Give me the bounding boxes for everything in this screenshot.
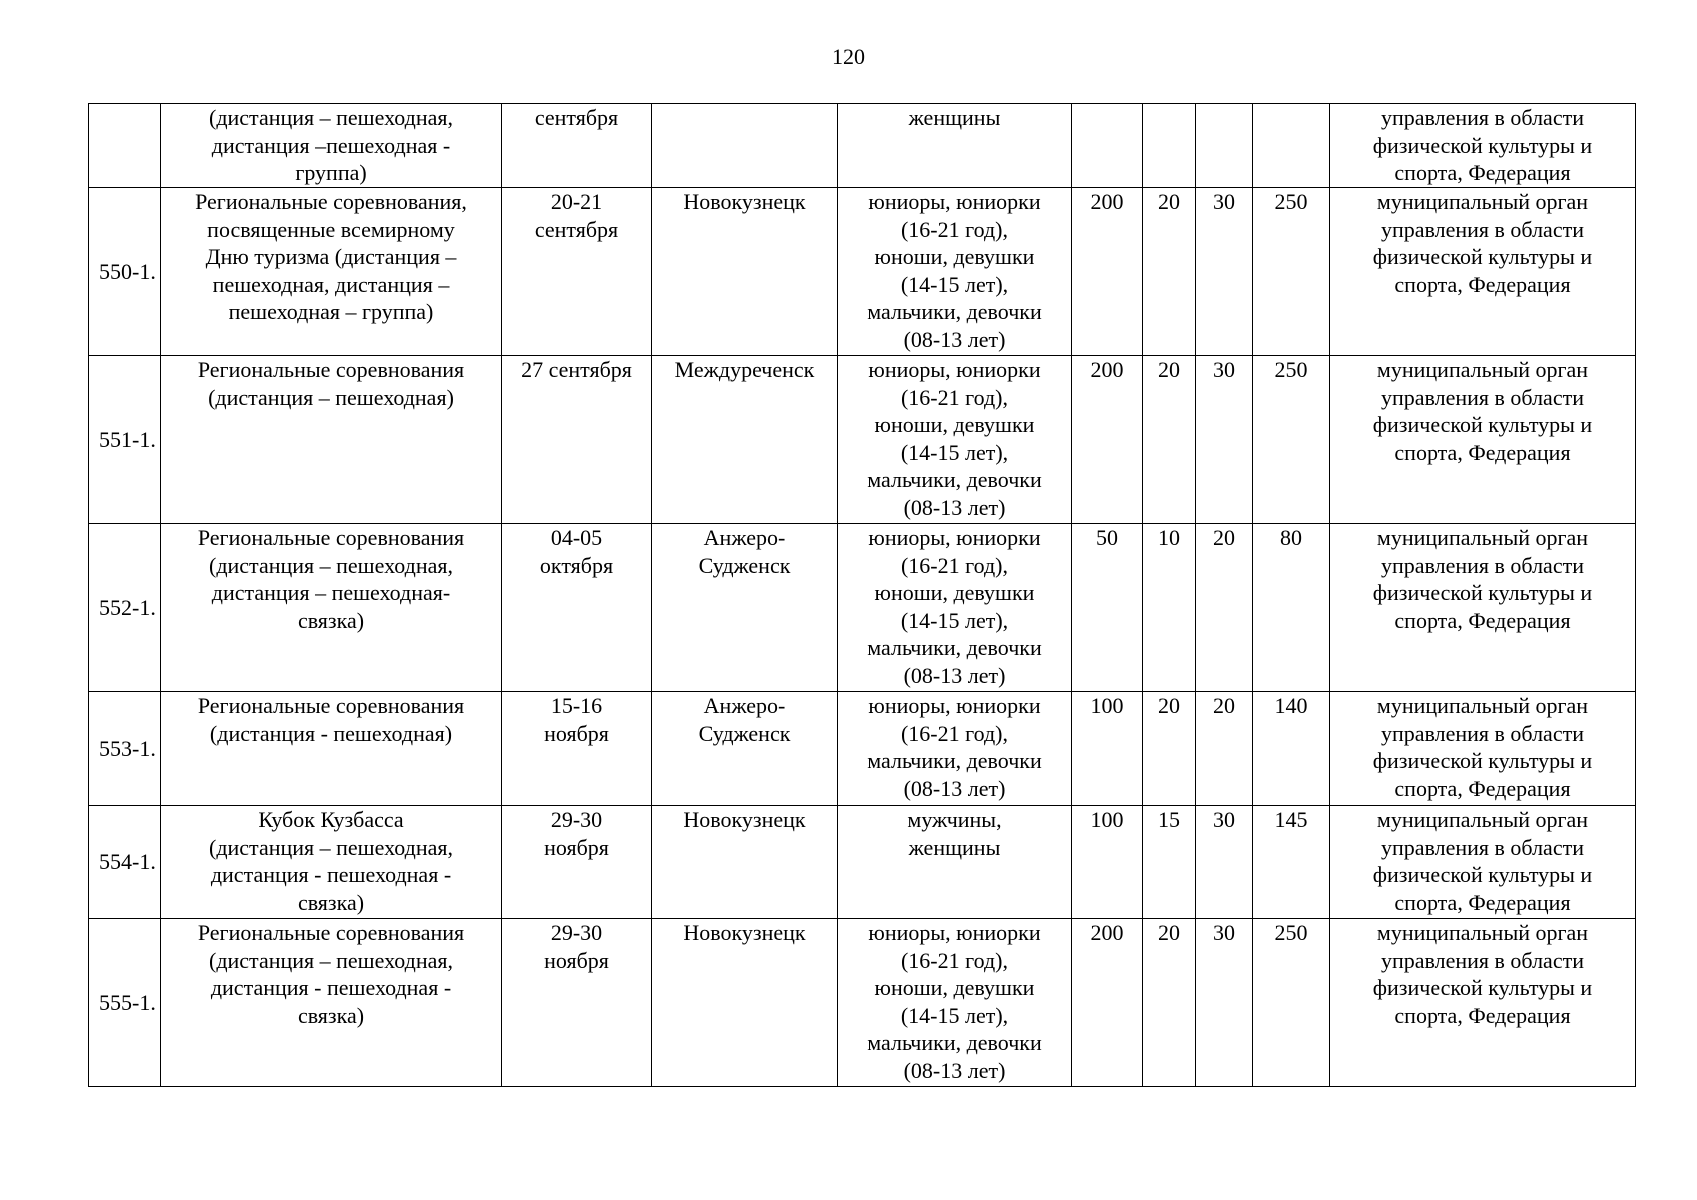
event-count-1 (1072, 104, 1143, 188)
event-count-2: 15 (1143, 806, 1196, 919)
event-name: Региональные соревнования (дистанция - пешеходная) (161, 692, 502, 806)
table-row (89, 919, 1636, 1087)
event-count-3 (1196, 104, 1253, 188)
table-row (89, 806, 1636, 919)
event-name: Региональные соревнования (дистанция – пешеходная, дистанция – пешеходная- связка) (161, 524, 502, 692)
event-count-total: 250 (1253, 356, 1330, 524)
event-count-3: 30 (1196, 806, 1253, 919)
table-row (89, 104, 1636, 188)
event-participants: юниоры, юниорки (16-21 год), мальчики, девочки (08-13 лет) (838, 692, 1072, 806)
event-date: 27 сентября (502, 356, 652, 524)
event-count-2: 10 (1143, 524, 1196, 692)
event-organizer: муниципальный орган управления в области физической культуры и спорта, Федерация (1330, 188, 1636, 356)
event-count-3: 30 (1196, 919, 1253, 1087)
event-count-total: 145 (1253, 806, 1330, 919)
event-count-1: 100 (1072, 692, 1143, 806)
events-table-body (89, 104, 1636, 1087)
event-place: Анжеро- Судженск (652, 524, 838, 692)
event-place: Новокузнецк (652, 919, 838, 1087)
event-number: 552-1. (89, 524, 161, 692)
event-number: 553-1. (89, 692, 161, 806)
table-row (89, 356, 1636, 524)
event-participants: юниоры, юниорки (16-21 год), юноши, девушки (14-15 лет), мальчики, девочки (08-13 лет) (838, 356, 1072, 524)
event-count-total: 250 (1253, 919, 1330, 1087)
event-number: 551-1. (89, 356, 161, 524)
event-count-2: 20 (1143, 188, 1196, 356)
page-number: 120 (832, 44, 865, 69)
event-count-total: 250 (1253, 188, 1330, 356)
event-place: Междуреченск (652, 356, 838, 524)
event-place: Анжеро- Судженск (652, 692, 838, 806)
event-count-2 (1143, 104, 1196, 188)
event-name: Региональные соревнования (дистанция – пешеходная, дистанция - пешеходная - связка) (161, 919, 502, 1087)
event-count-3: 30 (1196, 188, 1253, 356)
event-number (89, 104, 161, 188)
event-count-1: 200 (1072, 188, 1143, 356)
event-count-3: 20 (1196, 692, 1253, 806)
event-date: 20-21 сентября (502, 188, 652, 356)
table-row (89, 188, 1636, 356)
event-date: 29-30 ноября (502, 919, 652, 1087)
event-place (652, 104, 838, 188)
event-date: 04-05 октября (502, 524, 652, 692)
event-organizer: муниципальный орган управления в области физической культуры и спорта, Федерация (1330, 524, 1636, 692)
event-place: Новокузнецк (652, 188, 838, 356)
event-count-total: 80 (1253, 524, 1330, 692)
table-row (89, 524, 1636, 692)
event-count-3: 20 (1196, 524, 1253, 692)
event-count-1: 50 (1072, 524, 1143, 692)
event-count-3: 30 (1196, 356, 1253, 524)
event-participants: юниоры, юниорки (16-21 год), юноши, девушки (14-15 лет), мальчики, девочки (08-13 лет) (838, 524, 1072, 692)
event-name: Региональные соревнования, посвященные всемирному Дню туризма (дистанция – пешеходная, дистанция – пешеходная – группа) (161, 188, 502, 356)
event-name: Региональные соревнования (дистанция – пешеходная) (161, 356, 502, 524)
event-count-1: 200 (1072, 356, 1143, 524)
event-count-1: 200 (1072, 919, 1143, 1087)
event-organizer: муниципальный орган управления в области физической культуры и спорта, Федерация (1330, 806, 1636, 919)
event-organizer: муниципальный орган управления в области физической культуры и спорта, Федерация (1330, 692, 1636, 806)
event-date: 29-30 ноября (502, 806, 652, 919)
table-row (89, 692, 1636, 806)
events-table (88, 103, 1636, 1087)
event-number: 550-1. (89, 188, 161, 356)
event-count-2: 20 (1143, 919, 1196, 1087)
event-name: Кубок Кузбасса (дистанция – пешеходная, дистанция - пешеходная - связка) (161, 806, 502, 919)
event-organizer: управления в области физической культуры и спорта, Федерация (1330, 104, 1636, 188)
event-count-1: 100 (1072, 806, 1143, 919)
event-count-total (1253, 104, 1330, 188)
event-participants: юниоры, юниорки (16-21 год), юноши, девушки (14-15 лет), мальчики, девочки (08-13 лет) (838, 188, 1072, 356)
event-name: (дистанция – пешеходная, дистанция –пешеходная - группа) (161, 104, 502, 188)
event-number: 555-1. (89, 919, 161, 1087)
event-date: 15-16 ноября (502, 692, 652, 806)
event-count-total: 140 (1253, 692, 1330, 806)
event-organizer: муниципальный орган управления в области физической культуры и спорта, Федерация (1330, 356, 1636, 524)
event-count-2: 20 (1143, 692, 1196, 806)
event-participants: мужчины, женщины (838, 806, 1072, 919)
event-place: Новокузнецк (652, 806, 838, 919)
event-number: 554-1. (89, 806, 161, 919)
event-count-2: 20 (1143, 356, 1196, 524)
event-participants: юниоры, юниорки (16-21 год), юноши, девушки (14-15 лет), мальчики, девочки (08-13 лет) (838, 919, 1072, 1087)
event-date: сентября (502, 104, 652, 188)
event-organizer: муниципальный орган управления в области физической культуры и спорта, Федерация (1330, 919, 1636, 1087)
event-participants: женщины (838, 104, 1072, 188)
